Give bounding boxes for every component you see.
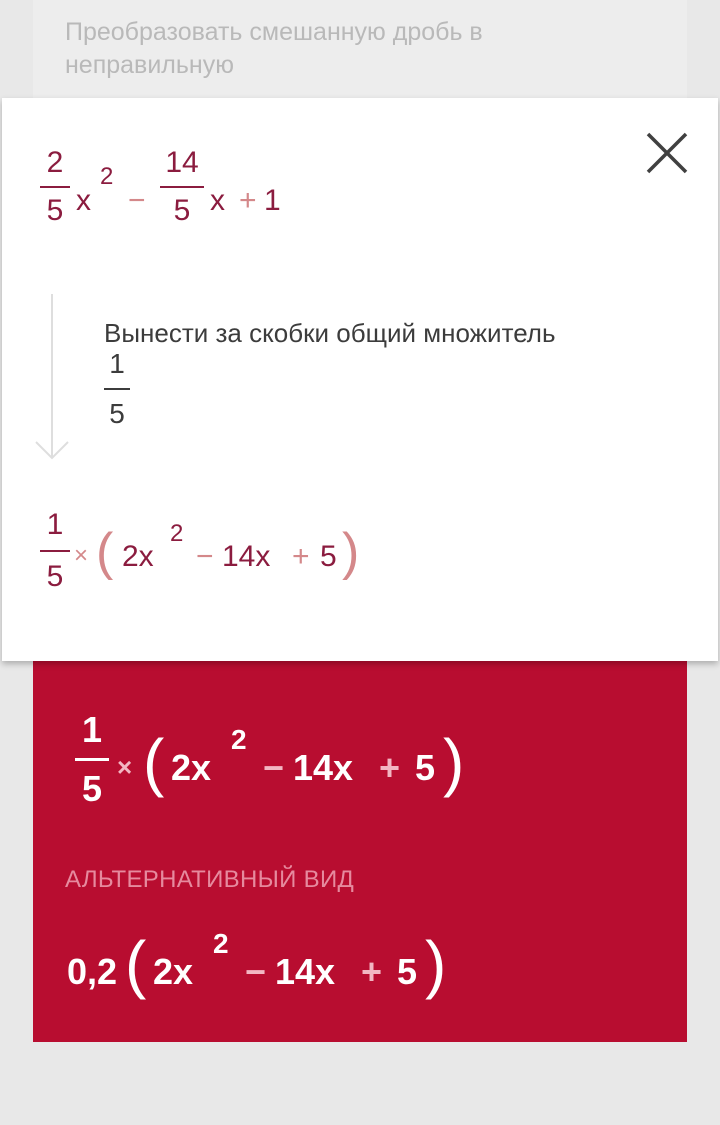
constant: 5	[397, 951, 418, 992]
left-paren: (	[96, 523, 114, 581]
term-2x: 2x	[171, 747, 212, 788]
fraction-denominator: 5	[109, 398, 125, 429]
fraction-denominator: 5	[173, 194, 191, 227]
times-operator: ×	[117, 752, 133, 782]
fraction-numerator: 14	[165, 146, 199, 179]
fraction-denominator: 5	[46, 194, 64, 227]
fraction-denominator: 5	[46, 560, 64, 593]
left-paren: (	[125, 928, 147, 1000]
plus-operator: +	[292, 540, 310, 573]
right-paren: )	[342, 523, 360, 581]
constant: 1	[264, 184, 281, 217]
fraction-numerator: 1	[46, 508, 64, 541]
fraction-1-5	[40, 510, 70, 592]
minus-operator: −	[128, 184, 146, 217]
constant: 5	[415, 747, 436, 788]
minus-operator: −	[263, 747, 285, 788]
plus-operator: +	[239, 184, 257, 217]
fraction-bar	[160, 186, 204, 188]
fraction-bar	[104, 388, 130, 390]
down-arrow-icon	[34, 294, 74, 462]
fraction-2-5	[40, 148, 70, 226]
constant: 5	[320, 540, 337, 573]
coefficient: 0,2	[67, 951, 118, 992]
right-paren: )	[443, 726, 465, 798]
previous-step-card[interactable]	[33, 0, 687, 98]
variable-x: x	[210, 184, 225, 217]
left-paren: (	[143, 726, 165, 798]
exponent: 2	[213, 928, 229, 959]
right-paren: )	[425, 928, 447, 1000]
fraction-numerator: 2	[46, 146, 64, 179]
fraction-numerator: 1	[81, 709, 103, 750]
term-2x: 2x	[122, 540, 154, 573]
alternative-form-label: АЛЬТЕРНАТИВНЫЙ ВИД	[65, 866, 355, 893]
exponent: 2	[100, 163, 114, 190]
original-expression	[36, 148, 336, 258]
common-factor	[104, 350, 144, 450]
close-icon[interactable]	[642, 128, 692, 178]
term-2x: 2x	[153, 951, 194, 992]
step-result-expression	[36, 510, 396, 620]
minus-operator: −	[245, 951, 267, 992]
fraction-numerator: 1	[109, 348, 125, 379]
minus-operator: −	[196, 540, 214, 573]
variable-x: x	[76, 184, 91, 217]
fraction-bar	[75, 758, 109, 761]
exponent: 2	[170, 520, 184, 547]
term-14x: 14x	[222, 540, 271, 573]
fraction-1-5	[104, 350, 130, 428]
fraction-denominator: 5	[81, 768, 103, 809]
plus-operator: +	[379, 747, 401, 788]
term-14x: 14x	[275, 951, 336, 992]
step-description: Вынести за скобки общий множитель	[104, 318, 556, 348]
times-operator: ×	[74, 542, 89, 569]
fraction-bar	[40, 550, 70, 552]
answer-card	[33, 640, 687, 1042]
fraction-bar	[40, 186, 70, 188]
answer-expression	[69, 709, 489, 832]
step-detail-panel	[2, 98, 718, 661]
previous-step-hint: Преобразовать смешанную дробь в неправильную	[65, 18, 483, 79]
exponent: 2	[231, 724, 247, 755]
fraction-14-5	[160, 148, 204, 226]
plus-operator: +	[361, 951, 383, 992]
alternative-expression	[67, 926, 487, 1006]
term-14x: 14x	[293, 747, 354, 788]
fraction-1-5	[75, 709, 109, 809]
